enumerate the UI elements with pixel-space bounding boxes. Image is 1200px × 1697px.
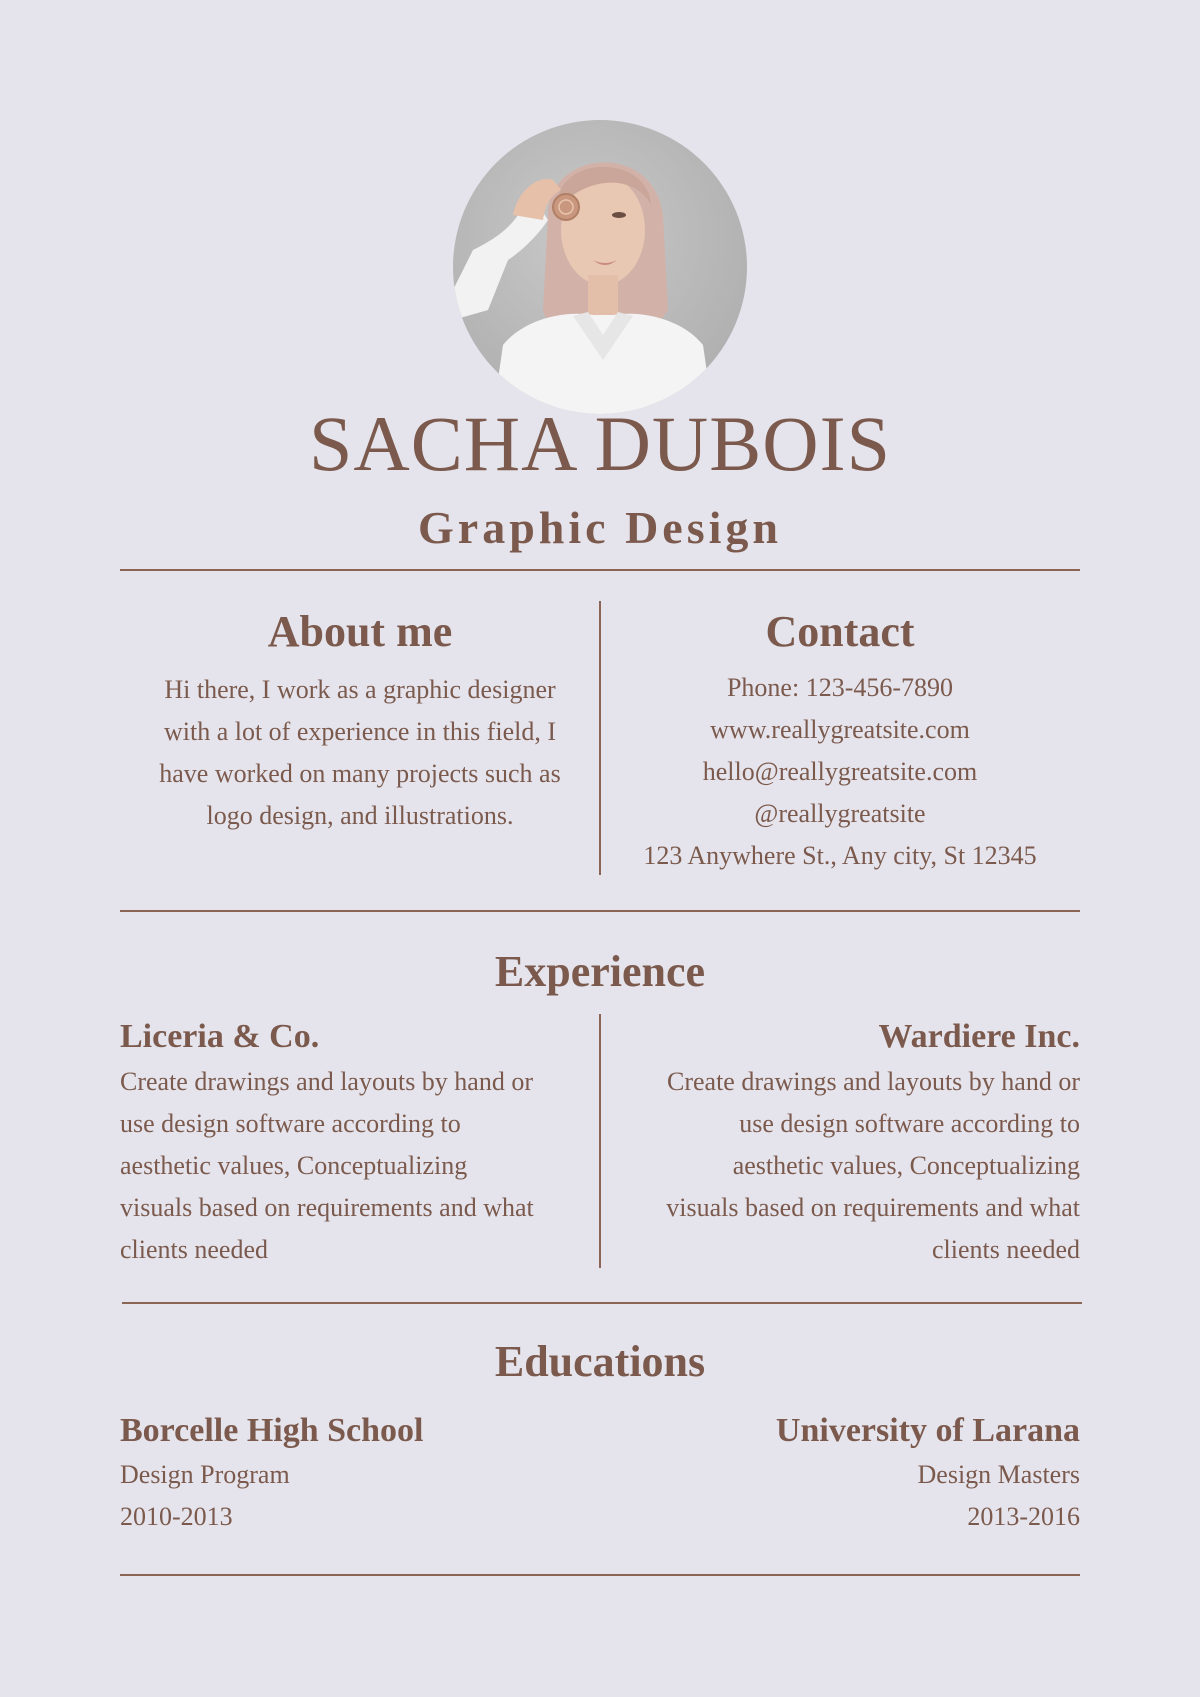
job-line: aesthetic values, Conceptualizing	[120, 1151, 468, 1180]
about-line: Hi there, I work as a graphic designer	[164, 675, 556, 704]
job-description	[120, 1061, 600, 1271]
school-years: 2010-2013	[120, 1502, 233, 1531]
divider-middle	[120, 910, 1080, 912]
school-years: 2013-2016	[967, 1502, 1080, 1531]
job-company: Liceria & Co.	[120, 1018, 320, 1055]
contact-phone: Phone: 123-456-7890	[726, 673, 954, 702]
job-line: clients needed	[120, 1235, 268, 1264]
job-title: Graphic Design	[418, 502, 782, 553]
about-line: have worked on many projects such as	[159, 759, 561, 788]
school-details	[610, 1454, 1080, 1538]
job-line: visuals based on requirements and what	[120, 1193, 534, 1222]
job-line: clients needed	[932, 1235, 1080, 1264]
school-details	[120, 1454, 590, 1538]
about-heading: About me	[267, 607, 453, 656]
job-line: use design software according to	[739, 1109, 1080, 1138]
school-program: Design Program	[120, 1460, 290, 1489]
divider-lower	[122, 1302, 1082, 1304]
contact-details	[600, 667, 1080, 877]
about-line: with a lot of experience in this field, I	[163, 717, 557, 746]
about-text	[120, 669, 600, 837]
job-line: Create drawings and layouts by hand or	[666, 1067, 1080, 1096]
contact-website: www.reallygreatsite.com	[710, 715, 970, 744]
job-line: Create drawings and layouts by hand or	[120, 1067, 534, 1096]
job-description	[600, 1061, 1080, 1271]
job-line: visuals based on requirements and what	[666, 1193, 1080, 1222]
contact-address: 123 Anywhere St., Any city, St 12345	[643, 841, 1037, 870]
contact-heading: Contact	[765, 607, 915, 656]
job-line: aesthetic values, Conceptualizing	[732, 1151, 1080, 1180]
portrait-illustration	[453, 120, 747, 414]
education-heading: Educations	[494, 1337, 706, 1386]
school-program: Design Masters	[917, 1460, 1080, 1489]
contact-email: hello@reallygreatsite.com	[702, 757, 978, 786]
divider-bottom	[120, 1574, 1080, 1576]
contact-social: @reallygreatsite	[754, 799, 926, 828]
profile-photo	[453, 120, 747, 414]
candidate-name: SACHA DUBOIS	[309, 400, 891, 487]
divider-top	[120, 569, 1080, 571]
school-name: University of Larana	[775, 1412, 1080, 1449]
about-line: logo design, and illustrations.	[206, 801, 514, 830]
job-line: use design software according to	[120, 1109, 461, 1138]
job-company: Wardiere Inc.	[878, 1018, 1080, 1055]
experience-heading: Experience	[494, 947, 706, 996]
school-name: Borcelle High School	[120, 1412, 424, 1449]
